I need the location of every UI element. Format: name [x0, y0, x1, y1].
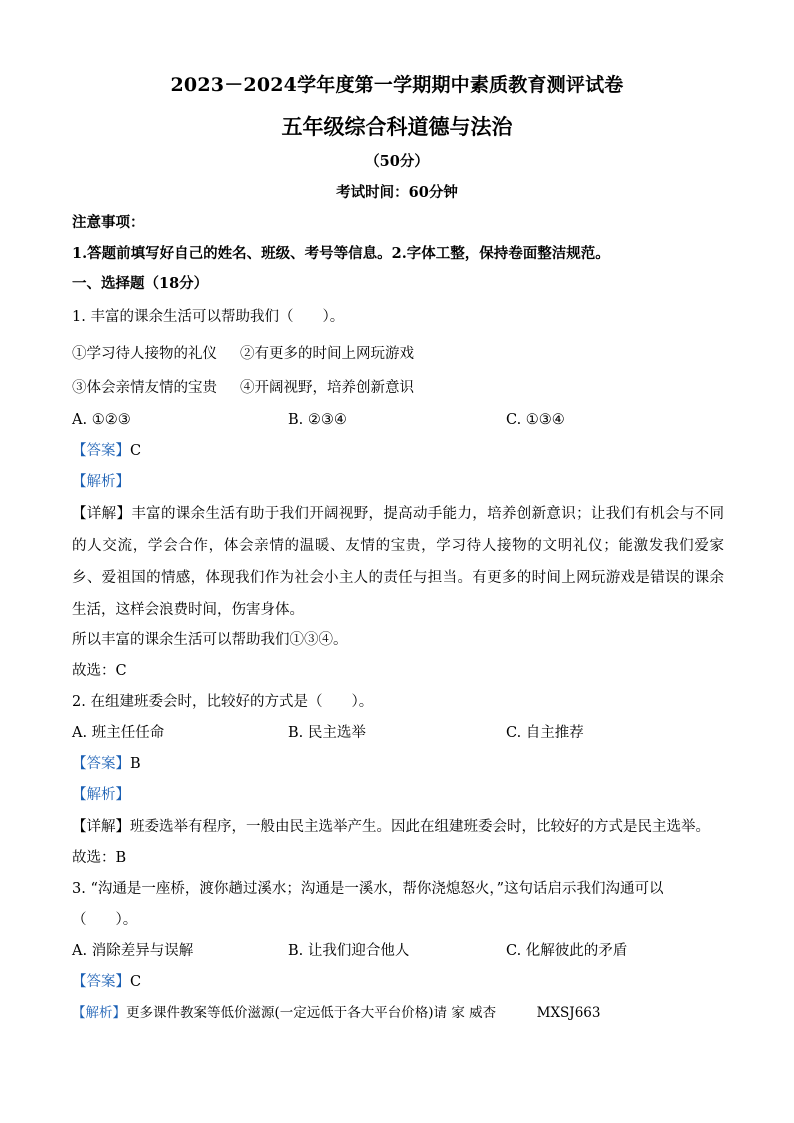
- q1-item-1: ①学习待人接物的礼仪: [72, 346, 217, 362]
- exam-time: 考试时间：60分钟: [336, 184, 458, 201]
- answer-tag: 答案: [86, 443, 116, 459]
- analysis-tag-open: 【: [72, 474, 87, 490]
- answer-tag-close: 】: [115, 974, 130, 990]
- exam-title: 2023－2024学年度第一学期期中素质教育测评试卷: [170, 74, 624, 96]
- analysis-tag: 解析: [86, 474, 116, 490]
- q1-item-4: ④开阔视野，培养创新意识: [240, 380, 414, 396]
- analysis-tag-open: 【: [72, 1005, 86, 1021]
- detail-tag-close: 】: [115, 819, 130, 835]
- q1-detail: [72, 498, 724, 626]
- detail-tag-open: 【: [72, 819, 87, 835]
- q3-option-c: C. 化解彼此的矛盾: [506, 943, 628, 959]
- analysis-tag: 解析: [85, 1005, 113, 1021]
- q1-detail-text: 丰富的课余生活有助于我们开阔视野，提高动手能力，培养创新意识；让我们有机会与不同的人交流，学会合作，体会亲情的温暖、友情的宝贵，学习待人接物的文明礼仪；能激发我们爱家乡、爱祖国的情感，体现我们作为社会小主人的责任与担当。有更多的时间上网玩游戏是错误的课余生活，这样会浪费时间，伤害身体。: [72, 506, 725, 618]
- q3-analysis: [72, 1004, 600, 1022]
- q1-choice: 故选：C: [72, 663, 127, 679]
- answer-tag: 答案: [86, 756, 116, 772]
- answer-tag-open: 【: [72, 974, 87, 990]
- analysis-tag-open: 【: [72, 787, 87, 803]
- answer-tag: 答案: [86, 974, 116, 990]
- q3-stem: 3. “沟通是一座桥，渡你趟过溪水；沟通是一溪水，帮你浇熄怒火，”这句话启示我们沟通可以: [72, 881, 664, 897]
- q1-stem: 1. 丰富的课余生活可以帮助我们（ ）。: [72, 309, 345, 325]
- q2-stem: 2. 在组建班委会时，比较好的方式是（ ）。: [72, 694, 374, 710]
- q2-analysis: [72, 786, 130, 804]
- q2-detail: [72, 818, 710, 836]
- q2-answer: [72, 755, 141, 773]
- answer-tag-open: 【: [72, 756, 87, 772]
- q1-item-3: ③体会亲情友情的宝贵: [72, 380, 217, 396]
- q1-item-2: ②有更多的时间上网玩游戏: [240, 346, 414, 362]
- answer-tag-close: 】: [115, 756, 130, 772]
- q1-analysis: [72, 473, 130, 491]
- notes-content: 1.答题前填写好自己的姓名、班级、考号等信息。2.字体工整，保持卷面整洁规范。: [72, 245, 610, 262]
- exam-subject: 五年级综合科道德与法治: [281, 114, 513, 139]
- q3-analysis-extra: 更多课件教案等低价滋源(一定远低于各大平台价格)请 家 威杏 MXSJ663: [126, 1005, 601, 1021]
- detail-tag-open: 【: [72, 506, 87, 522]
- q3-option-a: A. 消除差异与误解: [72, 943, 194, 959]
- q2-option-c: C. 自主推荐: [506, 725, 584, 741]
- analysis-tag-close: 】: [112, 1005, 126, 1021]
- q2-option-b: B. 民主选举: [288, 725, 366, 741]
- q1-option-c: C. ①③④: [506, 412, 565, 428]
- q3-answer-value: C: [130, 974, 142, 990]
- q2-answer-value: B: [130, 756, 141, 772]
- exam-score: （50分）: [365, 153, 429, 170]
- analysis-tag: 解析: [86, 787, 116, 803]
- q1-option-a: A. ①②③: [72, 412, 131, 428]
- analysis-tag-close: 】: [115, 787, 130, 803]
- q3-stem-continued: （ ）。: [72, 912, 138, 928]
- q1-option-b: B. ②③④: [288, 412, 347, 428]
- analysis-tag-close: 】: [115, 474, 130, 490]
- q2-choice: 故选：B: [72, 850, 127, 866]
- detail-tag: 详解: [86, 819, 116, 835]
- detail-tag: 详解: [86, 506, 117, 522]
- answer-tag-open: 【: [72, 443, 87, 459]
- section-title: 一、选择题（18分）: [72, 275, 209, 292]
- q2-option-a: A. 班主任任命: [72, 725, 165, 741]
- q2-detail-text: 班委选举有程序，一般由民主选举产生。因此在组建班委会时，比较好的方式是民主选举。: [130, 819, 710, 835]
- q3-answer: [72, 973, 141, 991]
- q1-answer: [72, 442, 141, 460]
- detail-tag-close: 】: [116, 506, 132, 522]
- notes-heading: 注意事项：: [72, 214, 145, 231]
- answer-tag-close: 】: [115, 443, 130, 459]
- q1-summary: 所以丰富的课余生活可以帮助我们①③④。: [72, 632, 348, 648]
- q1-answer-value: C: [130, 443, 142, 459]
- q3-option-b: B. 让我们迎合他人: [288, 943, 410, 959]
